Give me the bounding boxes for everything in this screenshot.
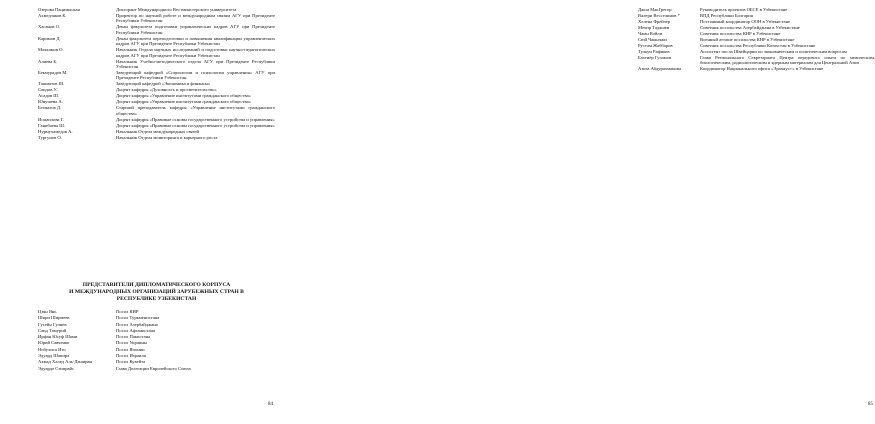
person-name: Хелена Фрейзер bbox=[638, 19, 670, 24]
person-role: Начальник Отдела международных связей bbox=[116, 128, 199, 134]
left-page bbox=[0, 0, 300, 424]
person-name: Ахмедзяков К. bbox=[38, 13, 67, 18]
person-role: Докторант Международного Вестминстерского университета bbox=[116, 7, 237, 12]
person-role: Заведующий кафедрой «Социологии и психологии управления» АГУ при Президенте Республики Узбекистан bbox=[116, 70, 275, 81]
person-role: Доцент кафедры «Правовые основы государственного устройства и управления» bbox=[116, 122, 275, 128]
list-item bbox=[38, 81, 275, 86]
person-name: Хасанов О. bbox=[38, 24, 61, 30]
list-item bbox=[38, 123, 275, 128]
list-item bbox=[638, 7, 875, 12]
person-role: Проректор по научной работе и международным связям АГУ при Президенте Республики Узбекистан bbox=[116, 13, 275, 24]
person-role: Заведующий кафедрой «Экономика и финансы» bbox=[116, 81, 211, 87]
person-name: Мехир Таджиев bbox=[638, 25, 670, 30]
person-name: Бахтиёр Гуламов bbox=[638, 55, 672, 60]
list-item bbox=[38, 47, 275, 58]
person-role: Декан факультета подготовки управленческих кадров АГУ при Президенте Республики Узбекистан bbox=[116, 24, 275, 35]
person-name: Бегматов Д. bbox=[38, 105, 62, 111]
list-item bbox=[38, 315, 218, 320]
list-item bbox=[38, 328, 218, 333]
person-role: ВПД Республики Болгария bbox=[700, 13, 753, 18]
person-name: Эдуарде Стипрайс bbox=[38, 365, 75, 371]
list-item bbox=[638, 49, 875, 54]
section-title-line: ПРЕДСТАВИТЕЛИ ДИПЛОМАТИЧЕСКОГО КОРПУСА bbox=[82, 282, 231, 288]
list-item bbox=[638, 37, 875, 42]
person-name: Сюй Чжанчжи bbox=[638, 37, 667, 42]
person-role: Глава Делегации Европейского Союза bbox=[116, 365, 191, 371]
person-name: Юрий Савченко bbox=[38, 340, 70, 346]
diplomats-list bbox=[38, 309, 218, 372]
person-role: Глава Регионального Секретариата Центра передового опыта по химическим, биологическим, радиологическим и ядерным материалам для Центральной Азии bbox=[700, 55, 875, 66]
list-item bbox=[638, 19, 875, 24]
list-item bbox=[638, 43, 875, 48]
person-role: Посол КНР bbox=[116, 309, 139, 314]
representatives-list bbox=[638, 7, 875, 72]
person-name: Нурмухамедов А. bbox=[38, 128, 73, 134]
list-item bbox=[38, 353, 218, 358]
person-role: Руководитель проектов ОБСЕ в Узбекистане bbox=[700, 7, 788, 12]
person-name: Юнушева А. bbox=[38, 99, 63, 105]
person-name: Ахмад Халед Аль-Джаиран bbox=[38, 359, 93, 365]
list-item bbox=[38, 87, 275, 92]
list-item bbox=[38, 334, 218, 339]
person-role: Посол Японии bbox=[116, 346, 145, 352]
list-item bbox=[38, 340, 218, 345]
person-name: Шири Ширмеев bbox=[38, 315, 70, 321]
person-name: Ташматов Ш. bbox=[38, 81, 65, 87]
person-name: Валери Весселинов * bbox=[638, 13, 680, 18]
person-name: Цзян Янь bbox=[38, 309, 57, 314]
list-item bbox=[638, 55, 875, 66]
person-role: Посол Кувейта bbox=[116, 359, 146, 365]
person-name: Саидов У. bbox=[38, 87, 58, 93]
person-role: Посол Пакистана bbox=[116, 334, 151, 340]
person-role: Посол Азербайджана bbox=[116, 321, 158, 327]
person-role: Доцент кафедры «Правовые основы государственного устройства и управления» bbox=[116, 116, 275, 122]
page-number-right: 85 bbox=[868, 402, 873, 407]
list-item bbox=[38, 7, 275, 12]
person-name: Озерова Пацимыская bbox=[38, 7, 80, 12]
list-item bbox=[38, 70, 275, 81]
person-name: Джон МакГрегор bbox=[638, 7, 672, 12]
person-name: Ганибаева Ш. bbox=[38, 122, 65, 128]
list-item bbox=[38, 99, 275, 104]
person-role: Доцент кафедры «Духовность и просветительство» bbox=[116, 87, 217, 93]
list-item bbox=[38, 322, 218, 327]
person-role: Посол Туркменистана bbox=[116, 315, 160, 321]
person-role: Начальник Учебно-методического отдела АГУ при Президенте Республики Узбекистан bbox=[116, 58, 275, 70]
section-title-line: И МЕЖДУНАРОДНЫХ ОРГАНИЗАЦИЙ ЗАРУБЕЖНЫХ СТРАН В bbox=[69, 289, 244, 295]
person-role: Посол Украины bbox=[116, 340, 147, 346]
person-role: Советник посольства Республики Казахстан в Узбекистане bbox=[700, 43, 816, 48]
right-page bbox=[300, 0, 875, 424]
staff-list bbox=[38, 7, 275, 141]
person-name: Бекмурадов М. bbox=[38, 70, 68, 76]
person-role: Посол Израиля bbox=[116, 353, 146, 359]
list-item bbox=[38, 59, 275, 70]
person-role: Ассистент посла Швейцарии по экономическим и политическим вопросам bbox=[700, 49, 847, 54]
list-item bbox=[638, 25, 875, 30]
list-item bbox=[38, 36, 275, 47]
list-item bbox=[38, 135, 275, 140]
person-role: Постоянный координатор ООН в Узбекистане bbox=[700, 19, 791, 24]
list-item bbox=[38, 309, 218, 314]
person-role: Координатор Национального офиса «Эразмус+» в Узбекистане bbox=[700, 66, 824, 72]
person-name: Ирфан Юсуф Шами bbox=[38, 334, 78, 340]
person-name: Нобухиса Ито bbox=[38, 346, 66, 352]
person-role: Военный атташе посольства КНР в Узбекистане bbox=[700, 37, 795, 42]
person-name: Асадов Ш. bbox=[38, 93, 60, 99]
list-item bbox=[38, 105, 275, 116]
person-name: Чжан Вэйли bbox=[638, 31, 663, 36]
person-name: Тургунов О. bbox=[38, 134, 62, 140]
person-role: Посол Афганистана bbox=[116, 327, 156, 333]
person-name: Тулкун Рафиков bbox=[638, 49, 670, 54]
list-item bbox=[38, 117, 275, 122]
person-name: Алиева Б. bbox=[38, 58, 58, 64]
list-item bbox=[38, 366, 218, 371]
person-role: Доцент кафедры «Управление институтами гражданского общества» bbox=[116, 93, 251, 99]
person-name: Исмаилова Г. bbox=[38, 116, 64, 122]
list-item bbox=[38, 93, 275, 98]
person-role: Декан факультета переподготовки и повышения квалификации управленческих кадров АГУ при Президенте Республики Узбекистан bbox=[116, 35, 275, 47]
person-name: Эдуард Шапира bbox=[38, 353, 70, 359]
list-item bbox=[638, 13, 875, 18]
list-item bbox=[38, 347, 218, 352]
person-role: Доцент кафедры «Управление институтами гражданского общества» bbox=[116, 99, 251, 105]
person-role: Начальник Отдела научных исследований и подготовки научно-педагогических кадров АГУ при Президенте Республики Узбекистан bbox=[116, 47, 275, 58]
section-title bbox=[38, 282, 275, 303]
list-item bbox=[638, 31, 875, 36]
person-role: Начальник Отдела мониторинга и карьерного роста bbox=[116, 134, 218, 140]
person-name: Каримов Д. bbox=[38, 35, 61, 41]
person-name: Махкамов О. bbox=[38, 47, 64, 53]
person-role: Старший преподаватель кафедры «Управление институтами гражданского общества» bbox=[116, 105, 275, 116]
person-role: Советник посольства КНР в Узбекистане bbox=[700, 31, 781, 36]
list-item bbox=[38, 359, 218, 364]
person-name: Саид Тамурий bbox=[38, 327, 67, 333]
list-item bbox=[38, 129, 275, 134]
list-item bbox=[638, 66, 875, 71]
section-title-line: РЕСПУБЛИКЕ УЗБЕКИСТАН bbox=[116, 296, 197, 302]
list-item bbox=[38, 13, 275, 24]
person-name: Рустам Жаббаров bbox=[638, 43, 673, 48]
list-item bbox=[38, 24, 275, 35]
person-name: Гусейн Гулиев bbox=[38, 321, 67, 327]
page-number-left: 84 bbox=[268, 402, 273, 407]
person-name: Азиза Абдурахманова bbox=[638, 66, 681, 72]
person-role: Советник посольства Азербайджана в Узбекистане bbox=[700, 25, 800, 30]
